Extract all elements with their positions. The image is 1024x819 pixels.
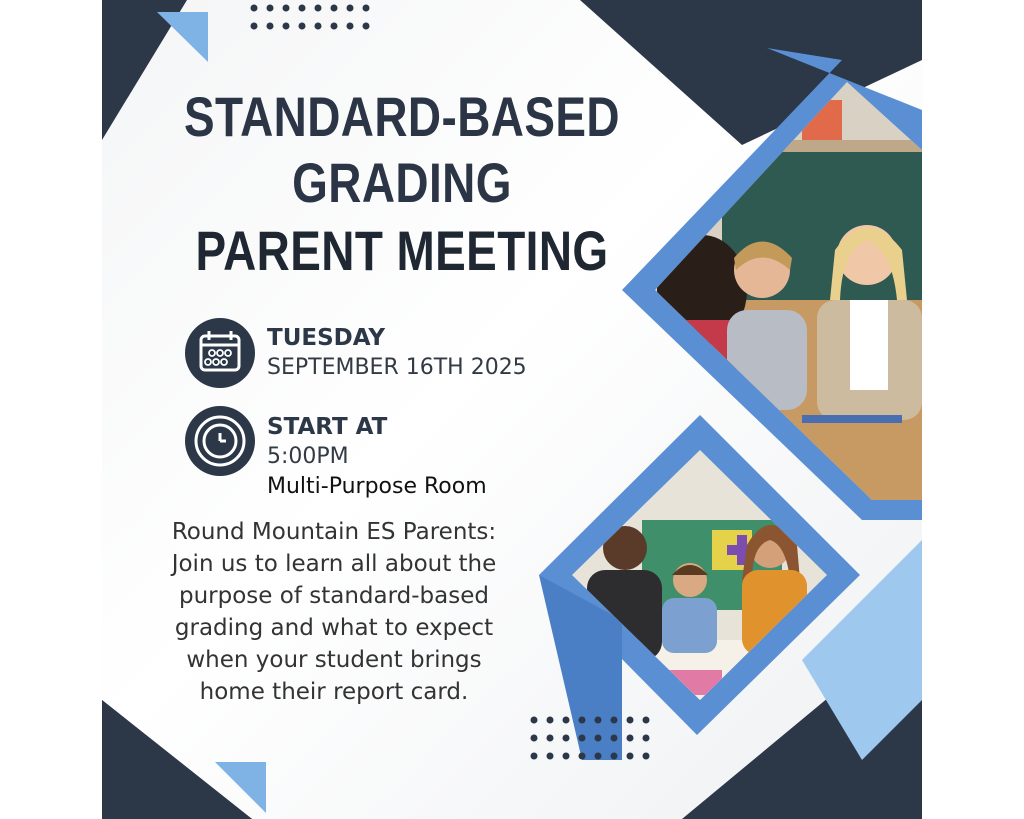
description (154, 516, 514, 708)
description-line: grading and what to expect (174, 615, 494, 641)
description-line: when your student brings (186, 647, 482, 673)
description-line: Round Mountain ES Parents: (171, 519, 497, 545)
date-full: SEPTEMBER 16TH 2025 (267, 355, 527, 380)
description-line: purpose of standard-based (179, 583, 489, 609)
flyer (102, 0, 922, 819)
time-label: START AT (267, 414, 388, 440)
time-value: 5:00PM (267, 444, 349, 469)
description-line: home their report card. (199, 679, 469, 705)
calendar-icon (185, 318, 255, 388)
clock-icon (185, 406, 255, 476)
title-line-2: GRADING (292, 151, 512, 214)
title-line-3: PARENT MEETING (195, 219, 609, 282)
title-line-1: STANDARD-BASED (183, 85, 621, 148)
location: Multi-Purpose Room (267, 474, 487, 499)
description-line: Join us to learn all about the (171, 551, 497, 577)
date-day: TUESDAY (267, 325, 385, 351)
